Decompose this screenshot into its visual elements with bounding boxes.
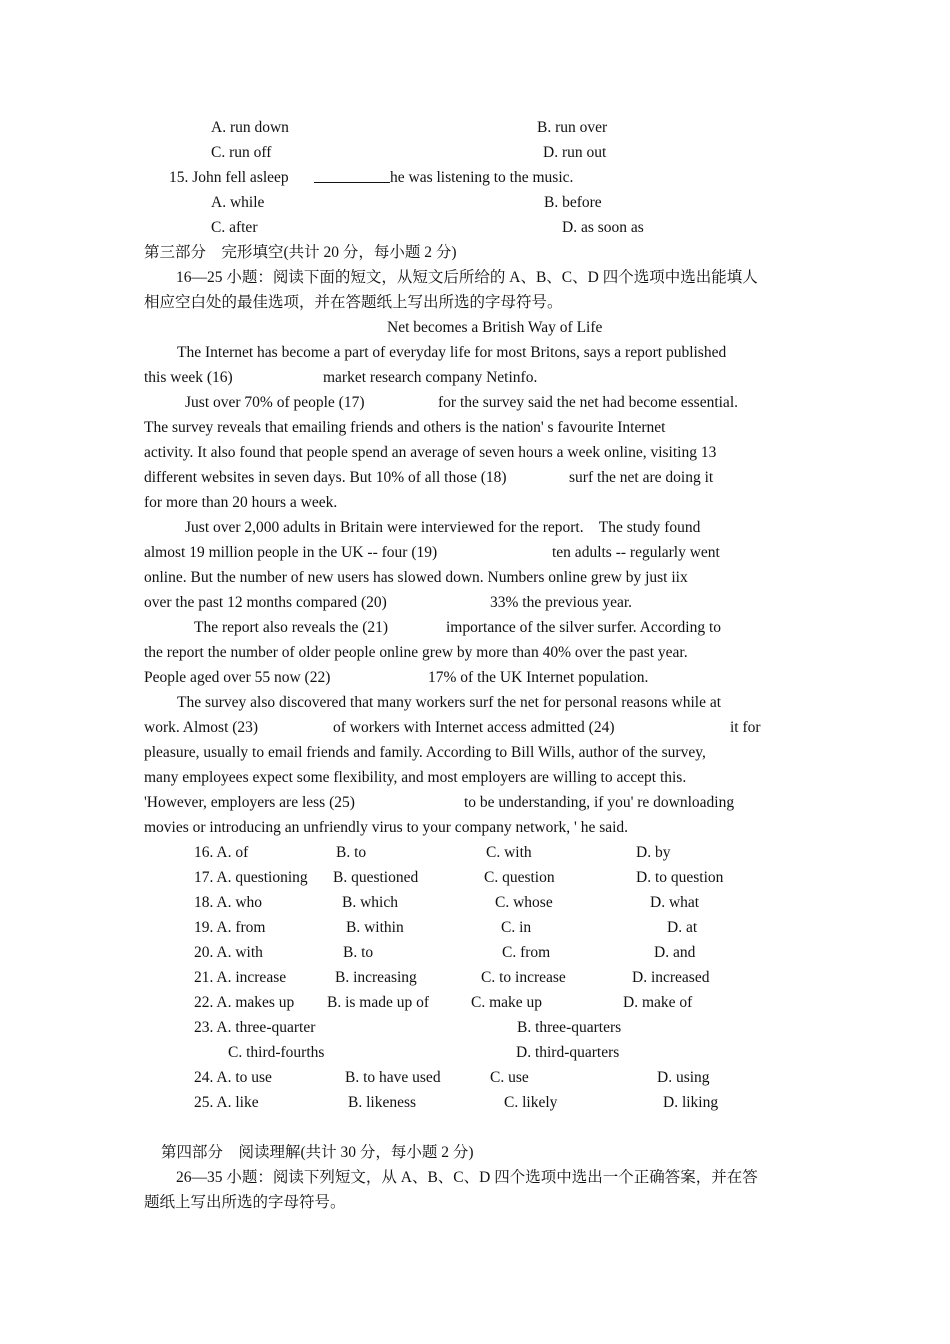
option-17-d: D. to question bbox=[636, 869, 724, 886]
q15-option-c: C. after bbox=[211, 219, 258, 236]
option-17-b: B. questioned bbox=[333, 869, 419, 886]
option-23-c: C. third-fourths bbox=[228, 1044, 325, 1061]
option-23-b: B. three-quarters bbox=[517, 1019, 622, 1036]
q15-stem-before: 15. John fell asleep bbox=[169, 169, 289, 186]
q14-option-c: C. run off bbox=[211, 144, 272, 161]
option-17-c: C. question bbox=[484, 869, 555, 886]
passage-line: online. But the number of new users has slowed down. Numbers online grew by just iix bbox=[144, 569, 688, 586]
option-16-b: B. to bbox=[336, 844, 367, 861]
passage-line: surf the net are doing it bbox=[569, 469, 714, 486]
option-24-b: B. to have used bbox=[345, 1069, 441, 1086]
option-24-a: 24. A. to use bbox=[194, 1069, 272, 1086]
option-25-d: D. liking bbox=[663, 1094, 719, 1111]
passage-line: work. Almost (23) bbox=[144, 719, 259, 736]
option-22-b: B. is made up of bbox=[327, 994, 430, 1011]
option-19-c: C. in bbox=[501, 919, 532, 936]
option-24-c: C. use bbox=[490, 1069, 529, 1086]
passage-line: Just over 70% of people (17) bbox=[185, 394, 365, 411]
passage-line: activity. It also found that people spend an average of seven hours a week online, visiting 13 bbox=[144, 444, 717, 461]
passage-line: market research company Netinfo. bbox=[323, 369, 538, 386]
option-20-a: 20. A. with bbox=[194, 944, 263, 961]
option-19-d: D. at bbox=[667, 919, 698, 936]
passage-line: pleasure, usually to email friends and family. According to Bill Wills, author of the survey, bbox=[144, 744, 706, 761]
passage-line: it for bbox=[730, 719, 761, 736]
passage-line: almost 19 million people in the UK -- four (19) bbox=[144, 544, 438, 561]
option-16-c: C. with bbox=[486, 844, 532, 861]
passage-line: many employees expect some flexibility, and most employers are willing to accept this. bbox=[144, 769, 687, 786]
passage-line: different websites in seven days. But 10% of all those (18) bbox=[144, 469, 507, 486]
option-20-d: D. and bbox=[654, 944, 696, 961]
option-20-b: B. to bbox=[343, 944, 374, 961]
passage-line: of workers with Internet access admitted (24) bbox=[333, 719, 615, 736]
option-21-a: 21. A. increase bbox=[194, 969, 287, 986]
option-21-c: C. to increase bbox=[481, 969, 566, 986]
q14-option-d: D. run out bbox=[543, 144, 607, 161]
option-22-a: 22. A. makes up bbox=[194, 994, 295, 1011]
option-22-d: D. make of bbox=[623, 994, 693, 1011]
option-23-d: D. third-quarters bbox=[516, 1044, 620, 1061]
part3-instruction-line1: 16—25 小题：阅读下面的短文，从短文后所给的 A、B、C、D 四个选项中选出能填人 bbox=[176, 269, 758, 286]
passage-line: The survey reveals that emailing friends and others is the nation' s favourite Internet bbox=[144, 419, 666, 436]
passage-line: movies or introducing an unfriendly virus to your company network, ' he said. bbox=[144, 819, 629, 836]
passage-line: The Internet has become a part of everyday life for most Britons, says a report published bbox=[177, 344, 727, 361]
part3-header: 第三部分 完形填空(共计 20 分，每小题 2 分) bbox=[144, 244, 457, 261]
option-25-b: B. likeness bbox=[348, 1094, 417, 1111]
passage-line: 33% the previous year. bbox=[490, 594, 633, 611]
option-23-a: 23. A. three-quarter bbox=[194, 1019, 316, 1036]
passage-line: this week (16) bbox=[144, 369, 233, 386]
option-25-a: 25. A. like bbox=[194, 1094, 259, 1111]
option-19-b: B. within bbox=[346, 919, 404, 936]
option-20-c: C. from bbox=[502, 944, 551, 961]
passage-line: to be understanding, if you' re downloading bbox=[464, 794, 735, 811]
passage-line: for more than 20 hours a week. bbox=[144, 494, 338, 511]
option-17-a: 17. A. questioning bbox=[194, 869, 308, 886]
option-25-c: C. likely bbox=[504, 1094, 558, 1111]
option-16-a: 16. A. of bbox=[194, 844, 249, 861]
passage-line: ten adults -- regularly went bbox=[552, 544, 720, 561]
option-22-c: C. make up bbox=[471, 994, 543, 1011]
option-18-b: B. which bbox=[342, 894, 398, 911]
option-18-d: D. what bbox=[650, 894, 700, 911]
option-19-a: 19. A. from bbox=[194, 919, 266, 936]
part4-instruction-line2: 题纸上写出所选的字母符号。 bbox=[144, 1194, 346, 1211]
q15-stem-after: he was listening to the music. bbox=[390, 169, 574, 186]
passage-line: Just over 2,000 adults in Britain were interviewed for the report. The study found bbox=[185, 519, 701, 536]
passage-line: 'However, employers are less (25) bbox=[144, 794, 355, 811]
q15-blank bbox=[314, 168, 390, 189]
q15-option-d: D. as soon as bbox=[562, 219, 644, 236]
q15-option-a: A. while bbox=[211, 194, 265, 211]
option-18-c: C. whose bbox=[495, 894, 553, 911]
q14-option-b: B. run over bbox=[537, 119, 608, 136]
option-18-a: 18. A. who bbox=[194, 894, 263, 911]
passage-line: The survey also discovered that many workers surf the net for personal reasons while at bbox=[177, 694, 722, 711]
passage-line: importance of the silver surfer. According to bbox=[446, 619, 722, 636]
part4-header: 第四部分 阅读理解(共计 30 分，每小题 2 分) bbox=[161, 1144, 474, 1161]
passage-line: The report also reveals the (21) bbox=[194, 619, 389, 636]
passage-line: for the survey said the net had become essential. bbox=[438, 394, 738, 411]
part3-instruction-line2: 相应空白处的最佳选项，并在答题纸上写出所选的字母符号。 bbox=[144, 294, 563, 311]
option-16-d: D. by bbox=[636, 844, 671, 861]
q15-option-b: B. before bbox=[544, 194, 602, 211]
part4-instruction-line1: 26—35 小题：阅读下列短文，从 A、B、C、D 四个选项中选出一个正确答案，并在答 bbox=[176, 1169, 758, 1186]
passage-line: over the past 12 months compared (20) bbox=[144, 594, 387, 611]
passage-line: 17% of the UK Internet population. bbox=[428, 669, 649, 686]
option-21-d: D. increased bbox=[632, 969, 710, 986]
passage-line: People aged over 55 now (22) bbox=[144, 669, 331, 686]
q14-option-a: A. run down bbox=[211, 119, 289, 136]
option-21-b: B. increasing bbox=[335, 969, 417, 986]
passage-title: Net becomes a British Way of Life bbox=[387, 319, 603, 336]
option-24-d: D. using bbox=[657, 1069, 710, 1086]
passage-line: the report the number of older people online grew by more than 40% over the past year. bbox=[144, 644, 688, 661]
